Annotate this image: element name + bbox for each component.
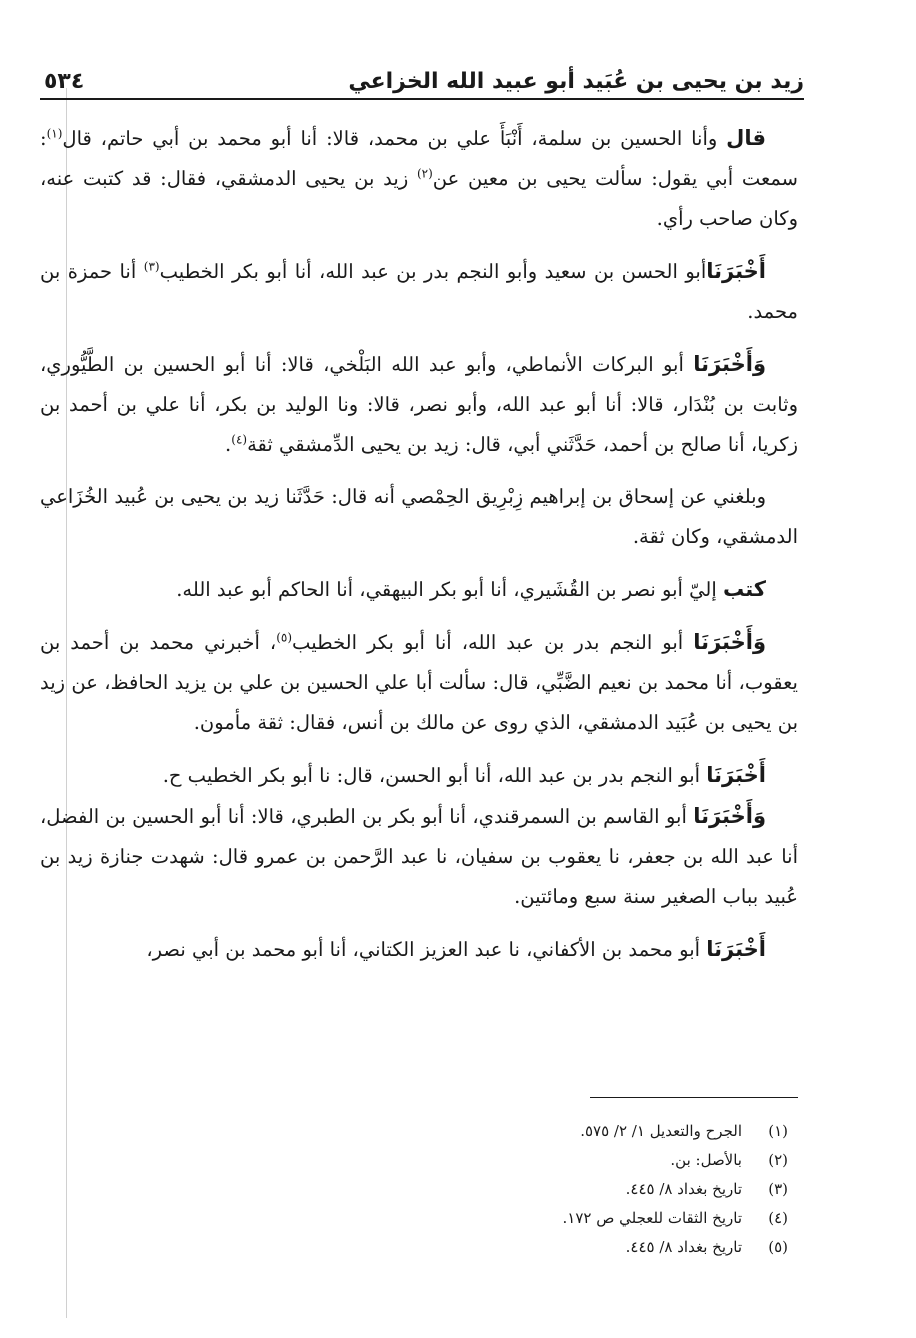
main-text: [40, 118, 798, 982]
paragraph-text: ، أخبرني محمد بن أحمد بن يعقوب، أنا محمد بن نعيم الضَّبِّي، قال: سألت أبا علي الحسين بن علي بن يزيد الحافظ، عن زيد بن يحيى بن عُبَيد الدمشقي، الذي روى عن مالك بن أنس، فقال: ثقة مأمون.: [40, 631, 798, 734]
paragraph-lead: وَأَخْبَرَنَا: [693, 630, 766, 654]
paragraph-text: : سمعت أبي يقول: سألت يحيى بن معين عن: [40, 127, 798, 190]
footnote: [300, 1175, 788, 1204]
footnote-ref[interactable]: (٢): [416, 166, 433, 181]
footnote-text: الجرح والتعديل ١/ ٢/ ٥٧٥.: [580, 1122, 742, 1140]
paragraph-text: أنا حمزة بن محمد.: [40, 260, 798, 323]
footnote: [300, 1233, 788, 1262]
paragraph: [40, 344, 798, 465]
paragraph-text: وأنا الحسين بن سلمة، أَنْبَأَ علي بن محمد، قالا: أنا أبو محمد بن أبي حاتم، قال: [62, 127, 727, 150]
paragraph-text: أبو النجم بدر بن عبد الله، أنا أبو الحسن، قال: نا أبو بكر الخطيب ح.: [162, 764, 707, 787]
footnote-ref[interactable]: (٣): [143, 259, 160, 274]
paragraph: [40, 118, 798, 239]
footnote-number: (٣): [768, 1180, 788, 1198]
paragraph-text: أبو النجم بدر بن عبد الله، أنا أبو بكر الخطيب: [292, 631, 694, 654]
paragraph-text: .: [225, 433, 232, 456]
paragraph-text: أبو القاسم بن السمرقندي، أنا أبو بكر بن الطبري، قالا: أنا أبو الحسين بن الفضل، أنا عبد الله بن جعفر، نا يعقوب بن سفيان، نا عبد الرَّحمن بن عمرو قال: شهدت جنازة زيد بن عُبيد بباب الصغير سنة سبع ومائتين.: [40, 805, 798, 908]
paragraph-text: أبو الحسن بن سعيد وأبو النجم بدر بن عبد الله، أنا أبو بكر الخطيب: [159, 260, 707, 283]
paragraph-lead: أَخْبَرَنَا: [706, 259, 766, 283]
footnote-number: (٢): [768, 1151, 788, 1169]
paragraph-lead: كتب: [722, 577, 766, 601]
footnote-ref[interactable]: (٤): [231, 432, 248, 447]
footnote: [300, 1117, 788, 1146]
footnote-text: تاريخ بغداد ٨/ ٤٤٥.: [625, 1238, 742, 1256]
paragraph-text: إليّ أبو نصر بن القُشَيري، أنا أبو بكر البيهقي، أنا الحاكم أبو عبد الله.: [176, 578, 723, 601]
header-rule: [40, 98, 804, 100]
paragraph: [40, 622, 798, 743]
paragraph-text: أبو محمد بن الأكفاني، نا عبد العزيز الكتاني، أنا أبو محمد بن أبي نصر،: [146, 938, 707, 961]
footnote-ref[interactable]: (١): [46, 126, 63, 141]
paragraph-lead: أَخْبَرَنَا: [706, 937, 766, 961]
footnote: [300, 1146, 788, 1175]
paragraph-text: زيد بن يحيى الدمشقي، فقال: قد كتبت عنه، وكان صاحب رأي.: [40, 167, 798, 230]
paragraph: [40, 477, 798, 557]
footnote-text: تاريخ الثقات للعجلي ص ١٧٢.: [562, 1209, 742, 1227]
paragraph: [40, 796, 798, 917]
footnotes: [300, 1117, 788, 1262]
running-title: زيد بن يحيى بن عُبَيد أبو عبيد الله الخزاعي: [348, 69, 804, 94]
paragraph-text: أبو البركات الأنماطي، وأبو عبد الله البَلْخي، قالا: أنا أبو الحسين بن الطَّيُّوري، وثابت بن بُنْدَار، قالا: أنا أبو عبد الله، وأبو نصر، قالا: ونا الوليد بن بكر، أنا علي بن أحمد بن زكريا، أنا صالح بن أحمد، حَدَّثَني أبي، قال: زيد بن يحيى الدِّمشقي ثقة: [40, 353, 798, 456]
paragraph: [40, 929, 798, 970]
paragraph-lead: وَأَخْبَرَنَا: [693, 804, 766, 828]
footnote-number: (١): [768, 1122, 788, 1140]
footnote-ref[interactable]: (٥): [276, 630, 293, 645]
paragraph-lead: وَأَخْبَرَنَا: [693, 352, 766, 376]
footnote-number: (٥): [768, 1238, 788, 1256]
footnote: [300, 1204, 788, 1233]
paragraph: [40, 569, 798, 610]
footnote-text: تاريخ بغداد ٨/ ٤٤٥.: [625, 1180, 742, 1198]
footnote-number: (٤): [768, 1209, 788, 1227]
paragraph-lead: قال: [726, 126, 766, 150]
paragraph-lead: أَخْبَرَنَا: [706, 763, 766, 787]
paragraph: [40, 755, 798, 796]
paragraph-text: وبلغني عن إسحاق بن إبراهيم زِبْرِيق الحِمْصي أنه قال: حَدَّثَنا زيد بن يحيى بن عُبيد الخُزَاعي الدمشقي، وكان ثقة.: [40, 485, 798, 548]
page-number: ٥٣٤: [44, 69, 85, 94]
footnote-text: بالأصل: بن.: [670, 1151, 742, 1169]
paragraph: [40, 251, 798, 332]
page-header: [40, 54, 804, 94]
footnote-separator: [590, 1097, 798, 1098]
